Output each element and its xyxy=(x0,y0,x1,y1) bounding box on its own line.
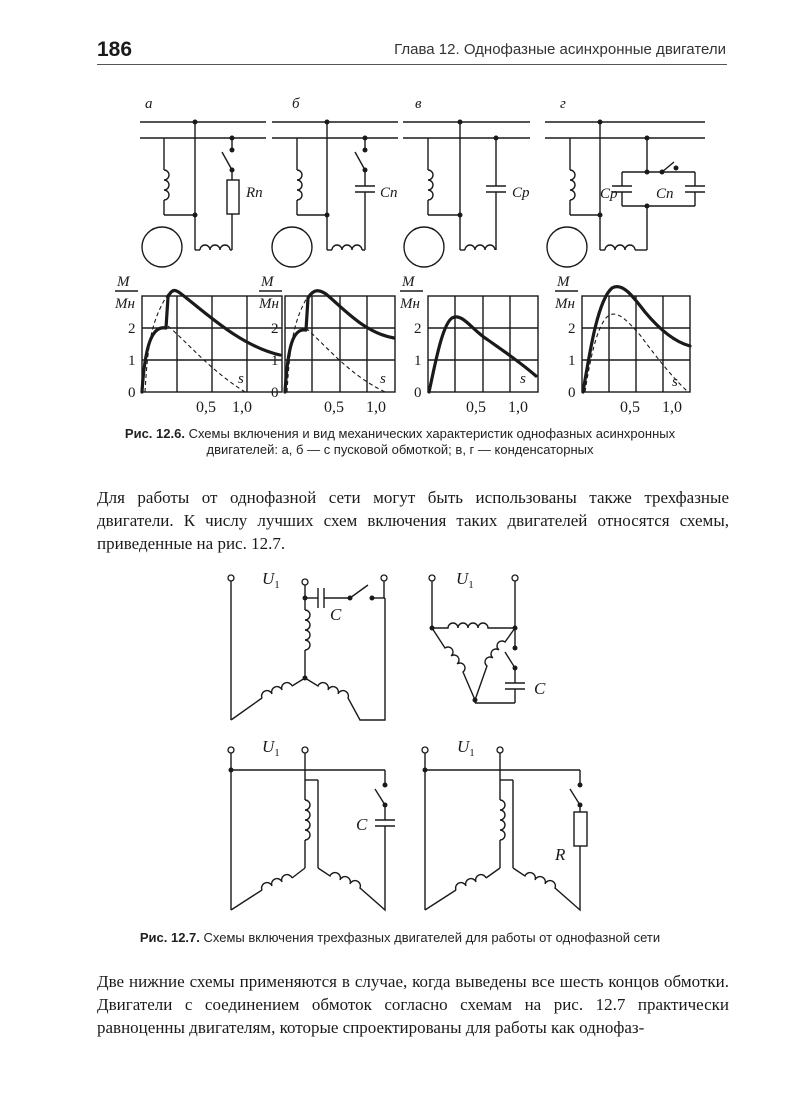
y-label-bottom: Mн xyxy=(259,296,279,312)
panel-label-c: в xyxy=(415,96,422,112)
y-tick-2: 2 xyxy=(271,321,279,337)
label-cr-d: Cр xyxy=(600,186,618,202)
x-tick-05: 0,5 xyxy=(620,399,640,416)
label-rp-a: Rп xyxy=(246,185,263,201)
curve-label-s: s xyxy=(238,371,244,387)
y-label-top: M xyxy=(261,274,274,290)
graph-a xyxy=(114,274,282,416)
y-tick-1: 1 xyxy=(128,353,136,369)
circuit-d xyxy=(545,120,705,268)
caption-text: Схемы включения трехфазных двигателей для работы от однофазной сети xyxy=(203,930,661,945)
curve-label-s: s xyxy=(672,374,678,390)
curve-label-s: s xyxy=(520,371,526,387)
y-tick-1: 1 xyxy=(414,353,422,369)
caption-line-1: Схемы включения и вид механических характеристик однофазных асинхронных xyxy=(188,426,676,441)
label-cr-c: Cр xyxy=(512,185,530,201)
header-rule xyxy=(97,64,727,65)
scheme-bottom-left xyxy=(228,737,395,910)
label-c: C xyxy=(534,679,546,698)
y-tick-1: 1 xyxy=(271,353,279,369)
scheme-top-right xyxy=(429,569,546,703)
caption-number: Рис. 12.6. xyxy=(124,426,185,441)
label-c: C xyxy=(330,605,342,624)
label-u1: $U_1$ xyxy=(457,737,475,759)
label-cp-d: Cп xyxy=(656,186,674,202)
y-tick-1: 1 xyxy=(568,353,576,369)
y-label-top: M xyxy=(557,274,570,290)
scheme-top-left xyxy=(228,569,387,720)
paragraph-2: Две нижние схемы применяются в случае, когда выведены все шесть концов обмотки. Двигатели с соединением обмоток согласно схемам на рис. 12.7 практически равноценны двигателям, которые спроектированы для работы как однофаз- xyxy=(97,972,729,1037)
x-tick-10: 1,0 xyxy=(508,399,528,416)
figure-12-7 xyxy=(0,560,794,922)
caption-line-2: двигателей: а, б — с пусковой обмоткой; в, г — конденсаторных xyxy=(206,442,594,457)
y-tick-2: 2 xyxy=(568,321,576,337)
label-c: C xyxy=(356,815,368,834)
label-r: R xyxy=(555,845,566,864)
y-label-bottom: Mн xyxy=(115,296,135,312)
graph-b xyxy=(258,274,395,416)
panel-label-b: б xyxy=(292,96,300,112)
y-tick-2: 2 xyxy=(128,321,136,337)
y-tick-0: 0 xyxy=(568,385,576,401)
panel-label-d: г xyxy=(560,96,566,112)
x-tick-05: 0,5 xyxy=(466,399,486,416)
y-label-bottom: Mн xyxy=(555,296,575,312)
curve-label-s: s xyxy=(380,371,386,387)
x-tick-10: 1,0 xyxy=(366,399,386,416)
page-number: 186 xyxy=(97,38,133,61)
label-u1: $U_1$ xyxy=(456,569,474,591)
graph-c xyxy=(399,274,538,416)
circuit-b xyxy=(272,120,398,268)
paragraph-1: Для работы от однофазной сети могут быть использованы также трехфазные двигатели. К числу лучших схем включения таких двигателей относятся схемы, приведенные на рис. 12.7. xyxy=(97,488,729,553)
caption-number: Рис. 12.7. xyxy=(139,930,200,945)
y-tick-0: 0 xyxy=(271,385,279,401)
y-label-bottom: Mн xyxy=(400,296,420,312)
circuit-c xyxy=(403,120,530,268)
x-tick-10: 1,0 xyxy=(232,399,252,416)
label-cp-b: Cп xyxy=(380,185,398,201)
figure-12-6-caption xyxy=(90,426,710,458)
graph-d xyxy=(554,274,690,416)
figure-12-6 xyxy=(0,90,794,420)
y-tick-0: 0 xyxy=(414,385,422,401)
running-head: Глава 12. Однофазные асинхронные двигатели xyxy=(394,41,726,58)
label-u1: $U_1$ xyxy=(262,737,280,759)
scheme-bottom-right xyxy=(422,737,587,910)
y-label-top: M xyxy=(402,274,415,290)
x-tick-05: 0,5 xyxy=(324,399,344,416)
circuit-a xyxy=(140,120,266,268)
label-u1: $U_1$ xyxy=(262,569,280,591)
y-tick-0: 0 xyxy=(128,385,136,401)
panel-label-a: а xyxy=(145,96,153,112)
figure-12-7-caption xyxy=(90,930,710,946)
y-tick-2: 2 xyxy=(414,321,422,337)
y-label-top: M xyxy=(117,274,130,290)
x-tick-05: 0,5 xyxy=(196,399,216,416)
x-tick-10: 1,0 xyxy=(662,399,682,416)
